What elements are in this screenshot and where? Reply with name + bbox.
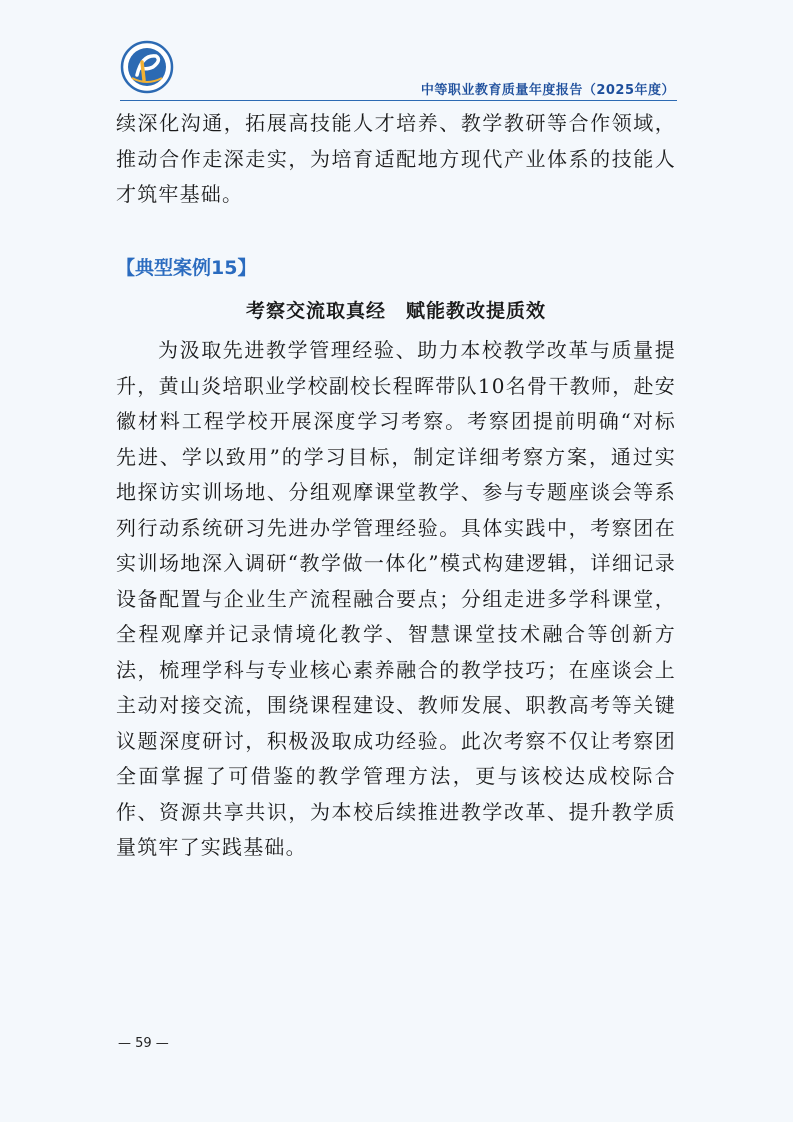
page-number: — 59 — bbox=[118, 1036, 169, 1051]
school-emblem-icon bbox=[120, 40, 174, 94]
case-title: 考察交流取真经 赋能教改提质效 bbox=[245, 300, 546, 322]
case-body-paragraph: 为汲取先进教学管理经验、助力本校教学改革与质量提升，黄山炎培职业学校副校长程晖带队10名骨干教师，赴安徽材料工程学校开展深度学习考察。考察团提前明确“对标先进、学以致用”的学习目标，制定详细考察方案，通过实地探访实训场地、分组观摩课堂教学、参与专题座谈会等系列行动系统研习先进办学管理经验。具体实践中，考察团在实训场地深入调研“教学做一体化”模式构建逻辑，详细记录设备配置与企业生产流程融合要点；分组走进多学科课堂，全程观摩并记录情境化教学、智慧课堂技术融合等创新方法，梳理学科与专业核心素养融合的教学技巧；在座谈会上主动对接交流，围绕课程建设、教师发展、职教高考等关键议题深度研讨，积极汲取成功经验。此次考察不仅让考察团全面掌握了可借鉴的教学管理方法，更与该校达成校际合作、资源共享共识，为本校后续推进教学改革、提升教学质量筑牢了实践基础。 bbox=[116, 338, 676, 859]
header-divider bbox=[120, 100, 677, 101]
header-title: 中等职业教育质量年度报告（2025年度） bbox=[420, 83, 675, 98]
case-label: 【典型案例15】 bbox=[116, 257, 257, 279]
paragraph-continued: 续深化沟通，拓展高技能人才培养、教学教研等合作领域，推动合作走深走实，为培育适配地方现代产业体系的技能人才筑牢基础。 bbox=[116, 111, 676, 206]
